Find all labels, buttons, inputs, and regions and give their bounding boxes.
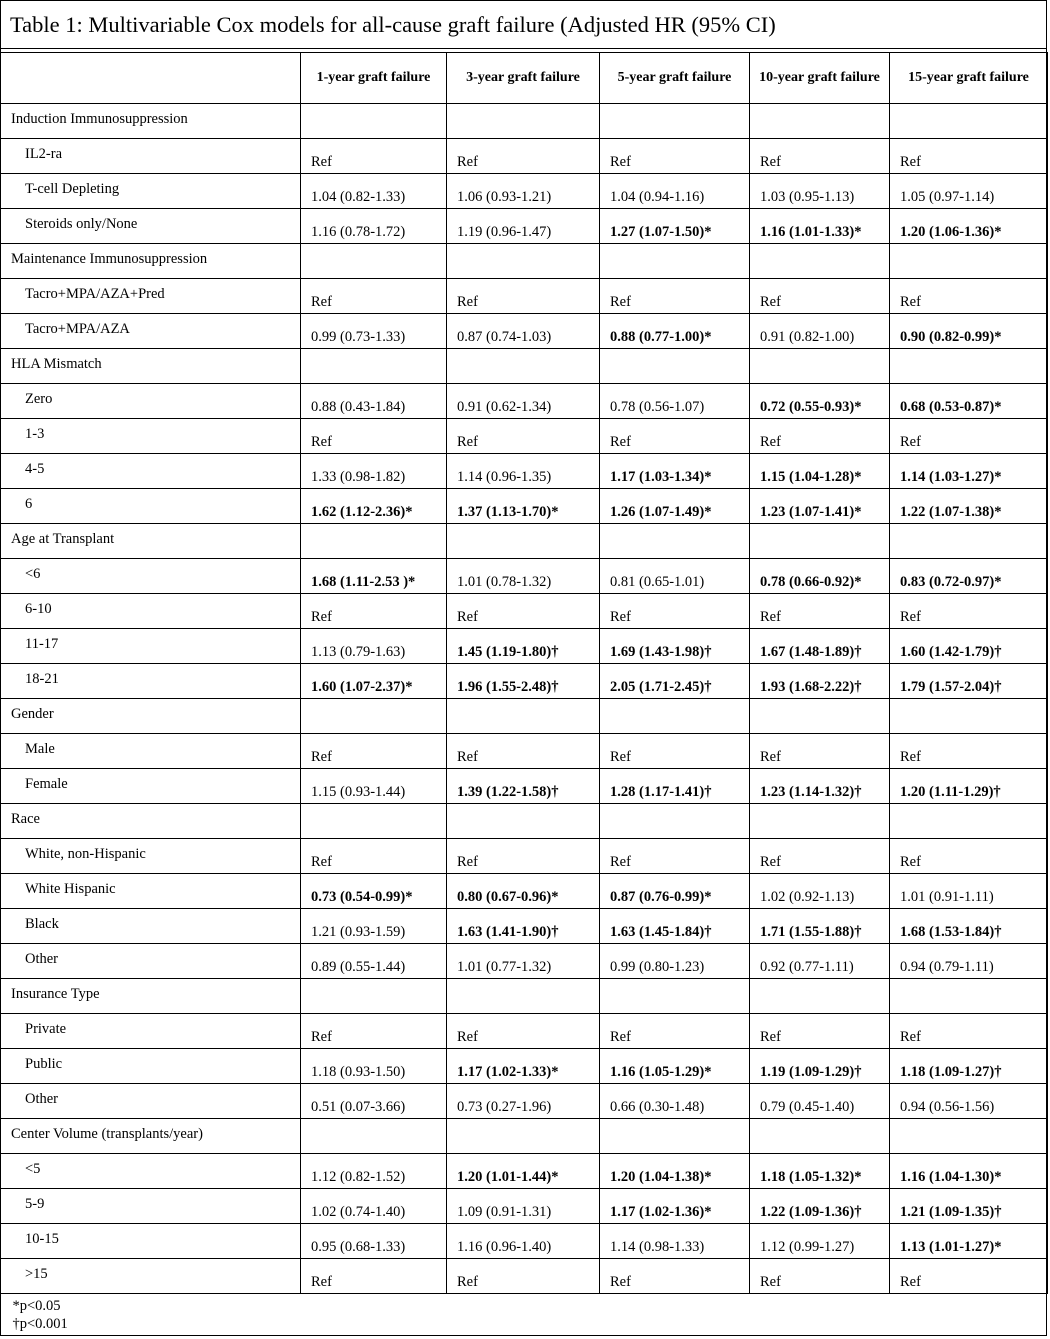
section-header-row xyxy=(1,979,1048,1014)
table-cell: 0.99 (0.80-1.23) xyxy=(600,944,750,979)
table-cell xyxy=(600,1119,750,1154)
table-cell xyxy=(750,979,890,1014)
table-cell: Ref xyxy=(447,839,600,874)
table-row xyxy=(1,419,1048,454)
table-cell: 0.80 (0.67-0.96)* xyxy=(447,874,600,909)
row-label: 1-3 xyxy=(1,419,301,454)
section-label: Maintenance Immunosuppression xyxy=(1,244,301,279)
table-cell: 1.01 (0.78-1.32) xyxy=(447,559,600,594)
table-cell: 1.22 (1.09-1.36)† xyxy=(750,1189,890,1224)
table-cell: 0.73 (0.27-1.96) xyxy=(447,1084,600,1119)
table-cell: 1.16 (1.04-1.30)* xyxy=(890,1154,1048,1189)
table-cell xyxy=(301,524,447,559)
row-label: 18-21 xyxy=(1,664,301,699)
table-row xyxy=(1,944,1048,979)
table-cell: 0.87 (0.74-1.03) xyxy=(447,314,600,349)
table-cell: Ref xyxy=(890,594,1048,629)
table-row xyxy=(1,874,1048,909)
table-row xyxy=(1,1189,1048,1224)
table-cell: 1.14 (0.98-1.33) xyxy=(600,1224,750,1259)
row-label: <5 xyxy=(1,1154,301,1189)
table-cell: 0.91 (0.82-1.00) xyxy=(750,314,890,349)
table-cell: 1.71 (1.55-1.88)† xyxy=(750,909,890,944)
table-cell xyxy=(750,1119,890,1154)
section-header-row xyxy=(1,349,1048,384)
table-cell: 1.19 (1.09-1.29)† xyxy=(750,1049,890,1084)
row-label: Black xyxy=(1,909,301,944)
table-cell: 1.01 (0.77-1.32) xyxy=(447,944,600,979)
table-cell xyxy=(301,104,447,139)
table-cell: Ref xyxy=(447,139,600,174)
table-row xyxy=(1,314,1048,349)
table-cell: Ref xyxy=(447,594,600,629)
table-row xyxy=(1,1084,1048,1119)
table-cell xyxy=(890,524,1048,559)
table-cell: 0.94 (0.79-1.11) xyxy=(890,944,1048,979)
table-row xyxy=(1,1154,1048,1189)
table-cell: Ref xyxy=(890,139,1048,174)
table-row xyxy=(1,734,1048,769)
table-cell: 0.94 (0.56-1.56) xyxy=(890,1084,1048,1119)
table-cell xyxy=(301,979,447,1014)
table-cell xyxy=(750,244,890,279)
table-cell: 1.14 (1.03-1.27)* xyxy=(890,454,1048,489)
table-cell: 1.18 (0.93-1.50) xyxy=(301,1049,447,1084)
table-cell: 1.17 (1.03-1.34)* xyxy=(600,454,750,489)
table-cell: Ref xyxy=(600,1014,750,1049)
table-cell: 1.16 (1.05-1.29)* xyxy=(600,1049,750,1084)
table-cell xyxy=(447,524,600,559)
table-cell: Ref xyxy=(890,1014,1048,1049)
table-cell: 1.03 (0.95-1.13) xyxy=(750,174,890,209)
table-cell: 1.33 (0.98-1.82) xyxy=(301,454,447,489)
table-cell xyxy=(447,104,600,139)
table-cell: 1.09 (0.91-1.31) xyxy=(447,1189,600,1224)
row-label: IL2-ra xyxy=(1,139,301,174)
table-cell: Ref xyxy=(750,279,890,314)
table-cell: 1.68 (1.11-2.53 )* xyxy=(301,559,447,594)
table-cell: 1.21 (1.09-1.35)† xyxy=(890,1189,1048,1224)
column-header-row xyxy=(1,53,1048,104)
row-label: T-cell Depleting xyxy=(1,174,301,209)
table-cell: 0.78 (0.56-1.07) xyxy=(600,384,750,419)
table-row xyxy=(1,454,1048,489)
table-cell xyxy=(750,699,890,734)
table-cell: 1.16 (0.96-1.40) xyxy=(447,1224,600,1259)
table-cell: Ref xyxy=(600,139,750,174)
table-cell: 0.51 (0.07-3.66) xyxy=(301,1084,447,1119)
table-cell xyxy=(890,804,1048,839)
table-cell: Ref xyxy=(600,419,750,454)
table-cell: Ref xyxy=(750,139,890,174)
row-label: Public xyxy=(1,1049,301,1084)
table-cell: 1.79 (1.57-2.04)† xyxy=(890,664,1048,699)
table-cell: Ref xyxy=(890,279,1048,314)
table-cell: 0.73 (0.54-0.99)* xyxy=(301,874,447,909)
table-cell: Ref xyxy=(447,279,600,314)
row-label: White, non-Hispanic xyxy=(1,839,301,874)
table-cell: Ref xyxy=(447,419,600,454)
section-label: HLA Mismatch xyxy=(1,349,301,384)
table-cell xyxy=(447,699,600,734)
table-cell xyxy=(301,804,447,839)
table-cell xyxy=(600,104,750,139)
section-header-row xyxy=(1,244,1048,279)
table-cell: 1.15 (0.93-1.44) xyxy=(301,769,447,804)
table-cell: 1.05 (0.97-1.14) xyxy=(890,174,1048,209)
row-label: Tacro+MPA/AZA+Pred xyxy=(1,279,301,314)
table-cell xyxy=(447,804,600,839)
row-label: Male xyxy=(1,734,301,769)
table-cell: 1.17 (1.02-1.36)* xyxy=(600,1189,750,1224)
table-cell: Ref xyxy=(750,734,890,769)
table-cell: 0.72 (0.55-0.93)* xyxy=(750,384,890,419)
table-cell: 1.20 (1.11-1.29)† xyxy=(890,769,1048,804)
table-cell: Ref xyxy=(301,1259,447,1294)
row-label: Tacro+MPA/AZA xyxy=(1,314,301,349)
table-row xyxy=(1,1049,1048,1084)
table-cell: Ref xyxy=(301,1014,447,1049)
table-cell: Ref xyxy=(301,839,447,874)
section-label: Center Volume (transplants/year) xyxy=(1,1119,301,1154)
table-cell: 1.27 (1.07-1.50)* xyxy=(600,209,750,244)
row-label: 6-10 xyxy=(1,594,301,629)
table-cell: Ref xyxy=(301,419,447,454)
table-cell: 1.23 (1.07-1.41)* xyxy=(750,489,890,524)
table-cell: 1.26 (1.07-1.49)* xyxy=(600,489,750,524)
table-cell: 1.19 (0.96-1.47) xyxy=(447,209,600,244)
table-row xyxy=(1,384,1048,419)
table-cell: Ref xyxy=(600,1259,750,1294)
table-cell xyxy=(890,244,1048,279)
table-cell xyxy=(301,699,447,734)
table-cell: 1.13 (0.79-1.63) xyxy=(301,629,447,664)
section-header-row xyxy=(1,104,1048,139)
table-title: Table 1: Multivariable Cox models for all-cause graft failure (Adjusted HR (95% CI) xyxy=(0,0,1047,49)
table-cell: 0.88 (0.43-1.84) xyxy=(301,384,447,419)
table-row xyxy=(1,174,1048,209)
section-header-row xyxy=(1,699,1048,734)
table-cell: 1.20 (1.04-1.38)* xyxy=(600,1154,750,1189)
table-cell: 1.28 (1.17-1.41)† xyxy=(600,769,750,804)
table-row xyxy=(1,559,1048,594)
table-cell: 1.96 (1.55-2.48)† xyxy=(447,664,600,699)
table-cell: 1.06 (0.93-1.21) xyxy=(447,174,600,209)
table-cell: Ref xyxy=(447,1259,600,1294)
section-label: Induction Immunosuppression xyxy=(1,104,301,139)
table-cell: 1.60 (1.42-1.79)† xyxy=(890,629,1048,664)
table-cell xyxy=(750,524,890,559)
table-cell: 0.91 (0.62-1.34) xyxy=(447,384,600,419)
table-cell: 1.37 (1.13-1.70)* xyxy=(447,489,600,524)
column-header-blank xyxy=(1,53,301,104)
table-cell: 1.21 (0.93-1.59) xyxy=(301,909,447,944)
column-header: 3-year graft failure xyxy=(447,53,600,104)
table-cell xyxy=(600,979,750,1014)
row-label: 4-5 xyxy=(1,454,301,489)
column-header: 1-year graft failure xyxy=(301,53,447,104)
column-header: 15-year graft failure xyxy=(890,53,1048,104)
table-cell xyxy=(600,349,750,384)
table-cell: Ref xyxy=(600,839,750,874)
table-cell: 0.99 (0.73-1.33) xyxy=(301,314,447,349)
row-label: Other xyxy=(1,1084,301,1119)
table-cell: Ref xyxy=(750,594,890,629)
table-cell: 1.68 (1.53-1.84)† xyxy=(890,909,1048,944)
table-cell: 1.13 (1.01-1.27)* xyxy=(890,1224,1048,1259)
table-cell: Ref xyxy=(750,1014,890,1049)
row-label: White Hispanic xyxy=(1,874,301,909)
table-cell: 1.39 (1.22-1.58)† xyxy=(447,769,600,804)
table-cell xyxy=(750,104,890,139)
table-cell: 1.02 (0.92-1.13) xyxy=(750,874,890,909)
table-cell xyxy=(447,349,600,384)
table-cell: Ref xyxy=(301,279,447,314)
table-cell xyxy=(301,349,447,384)
section-header-row xyxy=(1,524,1048,559)
table-cell: 1.63 (1.41-1.90)† xyxy=(447,909,600,944)
table-cell: 1.22 (1.07-1.38)* xyxy=(890,489,1048,524)
table-cell: 0.83 (0.72-0.97)* xyxy=(890,559,1048,594)
table-row xyxy=(1,1259,1048,1294)
table-cell: Ref xyxy=(301,594,447,629)
table-cell: Ref xyxy=(600,594,750,629)
table-cell: Ref xyxy=(447,1014,600,1049)
table-cell: Ref xyxy=(750,1259,890,1294)
table-cell xyxy=(890,1119,1048,1154)
table-cell xyxy=(600,524,750,559)
table-cell xyxy=(600,244,750,279)
table-cell: 1.04 (0.82-1.33) xyxy=(301,174,447,209)
table-cell xyxy=(447,1119,600,1154)
table-cell: 0.90 (0.82-0.99)* xyxy=(890,314,1048,349)
table-cell: 0.88 (0.77-1.00)* xyxy=(600,314,750,349)
table-cell: 1.69 (1.43-1.98)† xyxy=(600,629,750,664)
table-cell: 1.02 (0.74-1.40) xyxy=(301,1189,447,1224)
row-label: 5-9 xyxy=(1,1189,301,1224)
table-cell: Ref xyxy=(890,839,1048,874)
table-cell: 1.15 (1.04-1.28)* xyxy=(750,454,890,489)
table-cell xyxy=(750,804,890,839)
section-header-row xyxy=(1,804,1048,839)
table-cell: Ref xyxy=(750,419,890,454)
table-cell xyxy=(600,699,750,734)
table-row xyxy=(1,769,1048,804)
table-cell xyxy=(890,979,1048,1014)
table-cell: 0.78 (0.66-0.92)* xyxy=(750,559,890,594)
section-header-row xyxy=(1,1119,1048,1154)
results-table xyxy=(0,52,1048,1334)
row-label: >15 xyxy=(1,1259,301,1294)
table-cell xyxy=(890,104,1048,139)
section-label: Gender xyxy=(1,699,301,734)
table-cell: Ref xyxy=(600,734,750,769)
footnotes xyxy=(1,1294,1048,1334)
row-label: <6 xyxy=(1,559,301,594)
table-row xyxy=(1,489,1048,524)
table-row xyxy=(1,209,1048,244)
table-cell: Ref xyxy=(301,139,447,174)
table-row xyxy=(1,1014,1048,1049)
table-cell: 0.79 (0.45-1.40) xyxy=(750,1084,890,1119)
table-cell: 1.20 (1.06-1.36)* xyxy=(890,209,1048,244)
table-row xyxy=(1,139,1048,174)
table-cell: 0.89 (0.55-1.44) xyxy=(301,944,447,979)
table-row xyxy=(1,839,1048,874)
table-cell: 0.81 (0.65-1.01) xyxy=(600,559,750,594)
table-cell: 1.17 (1.02-1.33)* xyxy=(447,1049,600,1084)
section-label: Race xyxy=(1,804,301,839)
table-cell: 0.68 (0.53-0.87)* xyxy=(890,384,1048,419)
table-cell: Ref xyxy=(301,734,447,769)
table-row xyxy=(1,279,1048,314)
table-row xyxy=(1,909,1048,944)
row-label: Steroids only/None xyxy=(1,209,301,244)
section-label: Insurance Type xyxy=(1,979,301,1014)
table-cell: 1.12 (0.82-1.52) xyxy=(301,1154,447,1189)
table-row xyxy=(1,629,1048,664)
table-cell: Ref xyxy=(447,734,600,769)
table-cell: 1.45 (1.19-1.80)† xyxy=(447,629,600,664)
section-label: Age at Transplant xyxy=(1,524,301,559)
table-cell xyxy=(890,349,1048,384)
footnote-row xyxy=(1,1294,1048,1334)
row-label: 11-17 xyxy=(1,629,301,664)
table-cell: 0.95 (0.68-1.33) xyxy=(301,1224,447,1259)
table-cell: 1.14 (0.96-1.35) xyxy=(447,454,600,489)
table-row xyxy=(1,664,1048,699)
table-row xyxy=(1,594,1048,629)
table-cell xyxy=(750,349,890,384)
table-cell: Ref xyxy=(750,839,890,874)
table-cell xyxy=(301,244,447,279)
row-label: 10-15 xyxy=(1,1224,301,1259)
table-cell: Ref xyxy=(600,279,750,314)
table-cell xyxy=(301,1119,447,1154)
row-label: 6 xyxy=(1,489,301,524)
table-cell: 1.20 (1.01-1.44)* xyxy=(447,1154,600,1189)
table-cell: 1.93 (1.68-2.22)† xyxy=(750,664,890,699)
table-cell xyxy=(890,699,1048,734)
table-cell xyxy=(447,244,600,279)
row-label: Other xyxy=(1,944,301,979)
table-cell: 0.87 (0.76-0.99)* xyxy=(600,874,750,909)
row-label: Private xyxy=(1,1014,301,1049)
table-cell: 1.63 (1.45-1.84)† xyxy=(600,909,750,944)
table-cell xyxy=(600,804,750,839)
table-cell: 1.12 (0.99-1.27) xyxy=(750,1224,890,1259)
table-cell: Ref xyxy=(890,419,1048,454)
table-cell: 0.66 (0.30-1.48) xyxy=(600,1084,750,1119)
table-cell: 1.23 (1.14-1.32)† xyxy=(750,769,890,804)
column-header: 10-year graft failure xyxy=(750,53,890,104)
table-cell: 1.16 (0.78-1.72) xyxy=(301,209,447,244)
table-cell: Ref xyxy=(890,1259,1048,1294)
table-cell: 1.18 (1.09-1.27)† xyxy=(890,1049,1048,1084)
footnote: †p<0.001 xyxy=(12,1316,68,1332)
table-cell xyxy=(447,979,600,1014)
table-cell: 1.62 (1.12-2.36)* xyxy=(301,489,447,524)
table-row xyxy=(1,1224,1048,1259)
table-cell: Ref xyxy=(890,734,1048,769)
table-cell: 1.04 (0.94-1.16) xyxy=(600,174,750,209)
table-cell: 1.60 (1.07-2.37)* xyxy=(301,664,447,699)
table-cell: 1.16 (1.01-1.33)* xyxy=(750,209,890,244)
column-header: 5-year graft failure xyxy=(600,53,750,104)
table-cell: 2.05 (1.71-2.45)† xyxy=(600,664,750,699)
footnote: *p<0.05 xyxy=(12,1298,61,1314)
table-cell: 1.67 (1.48-1.89)† xyxy=(750,629,890,664)
table-cell: 1.18 (1.05-1.32)* xyxy=(750,1154,890,1189)
table-cell: 0.92 (0.77-1.11) xyxy=(750,944,890,979)
row-label: Zero xyxy=(1,384,301,419)
table-cell: 1.01 (0.91-1.11) xyxy=(890,874,1048,909)
row-label: Female xyxy=(1,769,301,804)
